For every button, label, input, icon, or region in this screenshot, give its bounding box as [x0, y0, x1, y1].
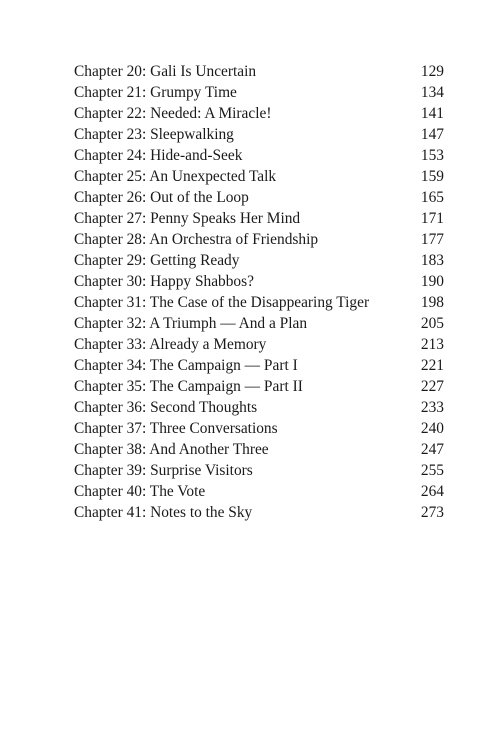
page-number: 205: [420, 315, 444, 332]
toc-entry: [74, 145, 444, 166]
toc-entry: [74, 271, 444, 292]
toc-entry: [74, 481, 444, 502]
page-number: 141: [420, 105, 444, 122]
page-number: 171: [420, 210, 444, 227]
toc-entry: [74, 418, 444, 439]
table-of-contents: [74, 61, 444, 523]
page-number: 273: [420, 504, 444, 521]
chapter-title: Chapter 29: Getting Ready: [74, 252, 240, 269]
chapter-title: Chapter 24: Hide-and-Seek: [74, 147, 243, 164]
toc-entry: [74, 313, 444, 334]
chapter-title: Chapter 39: Surprise Visitors: [74, 462, 253, 479]
chapter-title: Chapter 30: Happy Shabbos?: [74, 273, 254, 290]
toc-entry: [74, 61, 444, 82]
toc-entry: [74, 460, 444, 481]
toc-entry: [74, 376, 444, 397]
chapter-title: Chapter 25: An Unexpected Talk: [74, 168, 277, 185]
toc-entry: [74, 124, 444, 145]
toc-entry: [74, 397, 444, 418]
toc-entry: [74, 208, 444, 229]
toc-entry: [74, 355, 444, 376]
chapter-title: Chapter 34: The Campaign — Part I: [74, 357, 298, 374]
page-number: 264: [420, 483, 444, 500]
chapter-title: Chapter 32: A Triumph — And a Plan: [74, 315, 308, 332]
page-number: 213: [420, 336, 444, 353]
page-number: 233: [420, 399, 444, 416]
toc-entry: [74, 292, 444, 313]
page-number: 240: [420, 420, 444, 437]
chapter-title: Chapter 36: Second Thoughts: [74, 399, 258, 416]
chapter-title: Chapter 27: Penny Speaks Her Mind: [74, 210, 301, 227]
toc-entry: [74, 82, 444, 103]
toc-entry: [74, 187, 444, 208]
page-number: 147: [420, 126, 444, 143]
chapter-title: Chapter 41: Notes to the Sky: [74, 504, 253, 521]
page-number: 153: [420, 147, 444, 164]
chapter-title: Chapter 21: Grumpy Time: [74, 84, 237, 101]
chapter-title: Chapter 26: Out of the Loop: [74, 189, 249, 206]
chapter-title: Chapter 23: Sleepwalking: [74, 126, 234, 143]
chapter-title: Chapter 22: Needed: A Miracle!: [74, 105, 272, 122]
chapter-title: Chapter 20: Gali Is Uncertain: [74, 63, 257, 80]
toc-entry: [74, 334, 444, 355]
chapter-title: Chapter 37: Three Conversations: [74, 420, 278, 437]
page-number: 221: [420, 357, 444, 374]
page-number: 190: [420, 273, 444, 290]
page-number: 177: [420, 231, 444, 248]
page-number: 134: [420, 84, 444, 101]
page-number: 165: [420, 189, 444, 206]
chapter-title: Chapter 35: The Campaign — Part II: [74, 378, 303, 395]
page-number: 129: [420, 63, 444, 80]
toc-entry: [74, 439, 444, 460]
page-number: 183: [420, 252, 444, 269]
chapter-title: Chapter 38: And Another Three: [74, 441, 269, 458]
chapter-title: Chapter 31: The Case of the Disappearing Tiger: [74, 294, 370, 311]
page-number: 247: [420, 441, 444, 458]
chapter-title: Chapter 33: Already a Memory: [74, 336, 267, 353]
toc-entry: [74, 250, 444, 271]
page-number: 227: [420, 378, 444, 395]
chapter-title: Chapter 40: The Vote: [74, 483, 206, 500]
toc-entry: [74, 502, 444, 523]
toc-entry: [74, 166, 444, 187]
page-number: 255: [420, 462, 444, 479]
toc-entry: [74, 229, 444, 250]
page-number: 198: [420, 294, 444, 311]
chapter-title: Chapter 28: An Orchestra of Friendship: [74, 231, 319, 248]
page-number: 159: [420, 168, 444, 185]
toc-entry: [74, 103, 444, 124]
